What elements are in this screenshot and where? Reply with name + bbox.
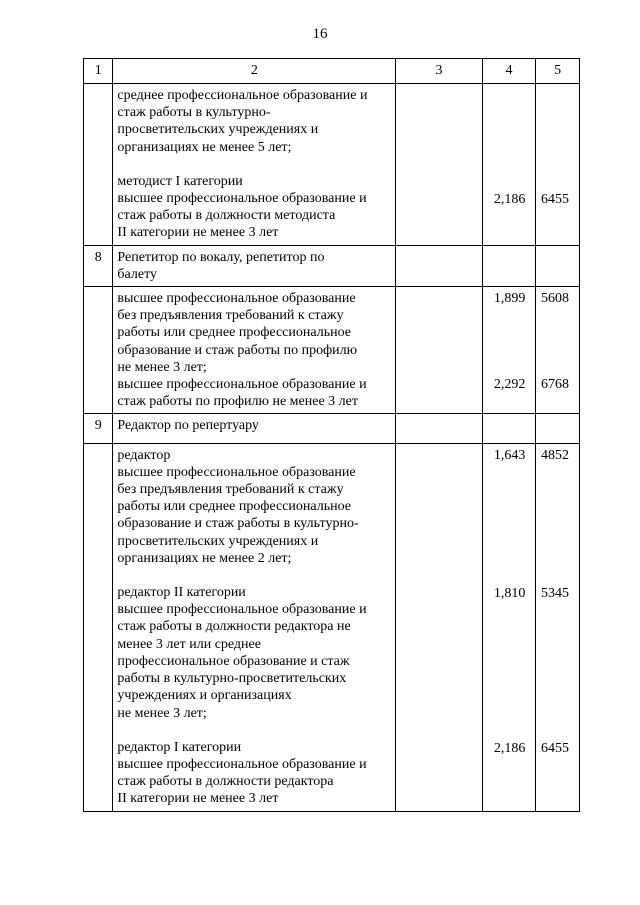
salary-value: 6455 (541, 741, 569, 757)
header-col-4: 4 (482, 59, 536, 84)
salary-value: 6768 (541, 377, 569, 393)
text-line: просветительских учреждениях и (117, 122, 319, 138)
text-line: менее 3 лет или среднее (117, 636, 261, 652)
text-line: организациях не менее 5 лет; (117, 139, 292, 155)
empty-cell (482, 414, 536, 443)
text-line: образование и стаж работы в культурно- (117, 516, 359, 532)
row-number-cell (84, 287, 113, 414)
coefficient-value: 1,643 (493, 447, 526, 463)
text-line: не менее 3 лет; (117, 705, 207, 721)
text-line: высшее профессиональное образование и (117, 602, 367, 618)
table-row (84, 443, 580, 811)
text-line: просветительских учреждениях и (117, 533, 319, 549)
empty-cell (396, 245, 482, 286)
coefficient-value: 2,186 (493, 192, 526, 207)
header-col-1: 1 (84, 59, 113, 84)
text-line: высшее профессиональное образование и (117, 756, 367, 772)
table-row (84, 287, 580, 414)
salary-value: 4852 (541, 447, 569, 463)
text-line: балету (117, 266, 157, 282)
empty-cell (396, 414, 482, 443)
requirements-cell (113, 84, 396, 246)
empty-cell (536, 414, 580, 443)
salary-table (83, 58, 580, 812)
empty-cell (396, 84, 482, 246)
text-line: II категории не менее 3 лет (117, 225, 279, 241)
row-number-cell (84, 443, 113, 811)
text-line: образование и стаж работы по профилю (117, 342, 358, 358)
header-col-2: 2 (113, 59, 396, 84)
requirements-cell (113, 443, 396, 811)
text-line: организациях не менее 2 лет; (117, 550, 292, 566)
text-line: стаж работы в должности редактора (117, 774, 334, 790)
text-line: среднее профессиональное образование и (117, 88, 368, 103)
header-col-5: 5 (536, 59, 580, 84)
coefficient-cell (482, 287, 536, 414)
coefficient-value: 2,292 (493, 377, 526, 393)
text-line: высшее профессиональное образование и (117, 191, 367, 207)
text-line: без предъявления требований к стажу (117, 482, 344, 498)
row-number-cell: 9 (84, 414, 113, 443)
text-line: редактор I категории (117, 739, 242, 755)
text-line: без предъявления требований к стажу (117, 308, 344, 324)
text-line: работы или среднее профессиональное (117, 325, 351, 341)
text-line: профессиональное образование и стаж (117, 653, 350, 669)
text-line: стаж работы в культурно- (117, 105, 271, 121)
position-title-cell (113, 245, 396, 286)
page-number: 16 (312, 26, 328, 42)
salary-value: 6455 (541, 192, 569, 207)
text-line: работы или среднее профессиональное (117, 499, 351, 515)
text-line: стаж работы в должности методиста (117, 208, 336, 224)
text-line: высшее профессиональное образование (117, 291, 356, 307)
text-line: методист I категории (117, 173, 243, 189)
table-header-row (84, 59, 580, 84)
text-line: редактор II категории (117, 585, 246, 601)
empty-cell (396, 443, 482, 811)
text-line: Редактор по репертуару (117, 418, 259, 434)
text-line: высшее профессиональное образование и (117, 377, 367, 393)
table-row (84, 245, 580, 286)
salary-value: 5345 (541, 585, 569, 601)
empty-cell (396, 287, 482, 414)
header-col-3: 3 (396, 59, 482, 84)
text-line: стаж работы в должности редактора не (117, 619, 351, 635)
salary-value: 5608 (541, 291, 569, 307)
salary-cell (536, 443, 580, 811)
text-line: редактор (117, 447, 171, 463)
text-line: высшее профессиональное образование (117, 464, 356, 480)
table-row (84, 414, 580, 443)
row-number-cell: 8 (84, 245, 113, 286)
requirements-cell (113, 287, 396, 414)
coefficient-value: 2,186 (493, 741, 526, 757)
coefficient-cell (482, 443, 536, 811)
coefficient-value: 1,810 (493, 585, 526, 601)
text-line: II категории не менее 3 лет (117, 791, 279, 807)
text-line: стаж работы по профилю не менее 3 лет (117, 394, 358, 410)
empty-cell (536, 245, 580, 286)
coefficient-value: 1,899 (493, 291, 526, 307)
text-line: не менее 3 лет; (117, 359, 207, 375)
text-line: учреждениях и организациях (117, 688, 292, 704)
coefficient-cell (482, 84, 536, 246)
text-line: Репетитор по вокалу, репетитор по (117, 249, 325, 265)
position-title-cell (113, 414, 396, 443)
table-row (84, 84, 580, 246)
empty-cell (482, 245, 536, 286)
row-number-cell (84, 84, 113, 246)
text-line: работы в культурно-просветительских (117, 671, 347, 687)
salary-cell (536, 84, 580, 246)
salary-cell (536, 287, 580, 414)
